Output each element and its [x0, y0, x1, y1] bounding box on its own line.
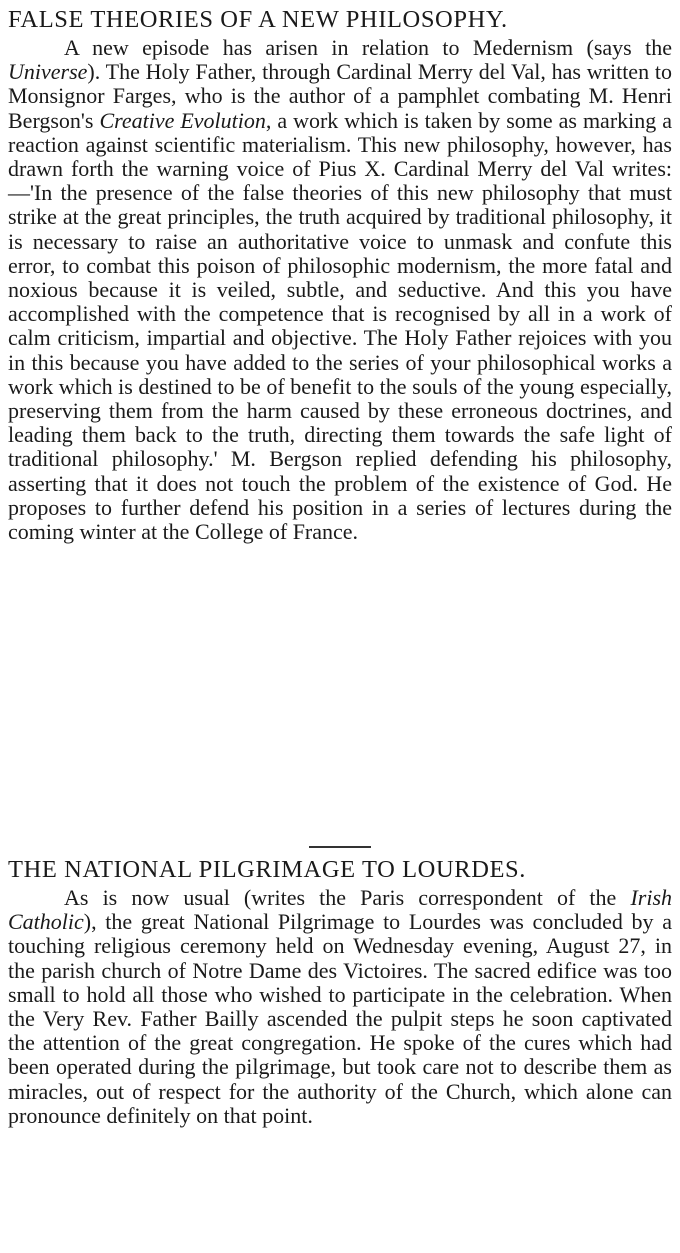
body-text: A new episode has arisen in relation to Medernism (says the: [64, 35, 672, 60]
source-title: Irish Catholic: [8, 885, 672, 935]
article-heading: FALSE THEORIES OF A NEW PHILOSOPHY.: [8, 6, 508, 33]
work-title: Creative Evolution: [99, 107, 266, 133]
article-paragraph: [8, 886, 672, 1128]
article-body: [8, 886, 672, 1128]
body-text: , a work which is taken by some as marking a reaction against scientific materialism. This new philosophy, however, has drawn forth the warning voice of Pius X. Cardinal Merry del Val writes:—'In the presence of the false theories of this new philosophy that must strike at the great principles, the truth acquired by traditional philosophy, it is necessary to raise an authoritative voice to unmask and confute this error, to combat this poison of philosophic modernism, the more fatal and noxious because it is veiled, subtle, and seductive. And this you have accomplished with the competence that is recognised by all in a work of calm criticism, impartial and objective. The Holy Father rejoices with you in this because you have added to the series of your philosophical works a work which is destined to be of benefit to the souls of the young especially, preserving them from the harm caused by these erroneous doctrines, and leading them back to the truth, directing them towards the safe light of traditional philosophy.' M. Bergson replied defending his philosophy, asserting that it does not touch the problem of the existence of God. He proposes to further defend his position in a series of lectures during the coming winter at the College of France.: [8, 107, 672, 545]
body-text: ), the great National Pilgrimage to Lourdes was concluded by a touching religious ceremony held on Wednesday evening, August 27, in the parish church of Notre Dame des Victoires. The sacred edifice was too small to hold all those who wished to participate in the celebration. When the Very Rev. Father Bailly ascended the pulpit steps he soon captivated the attention of the great congregation. He spoke of the cures which had been operated during the pilgrimage, but took care not to describe them as miracles, out of respect for the authority of the Church, which alone can pronounce definitely on that point.: [8, 909, 672, 1128]
article-pilgrimage: [8, 854, 672, 1128]
body-text: As is now usual (writes the Paris correspondent of the: [64, 885, 631, 910]
section-divider: [309, 846, 371, 848]
source-title: Universe: [8, 59, 88, 85]
article-paragraph: [8, 36, 672, 544]
article-heading: THE NATIONAL PILGRIMAGE TO LOURDES.: [8, 856, 527, 883]
article-false-theories: [8, 4, 672, 834]
body-text: ). The Holy Father, through Cardinal Merry del Val, has written to Monsignor Farges, who is the author of a pamphlet combating M. Henri Bergson's: [8, 59, 672, 133]
article-body: [8, 36, 672, 544]
